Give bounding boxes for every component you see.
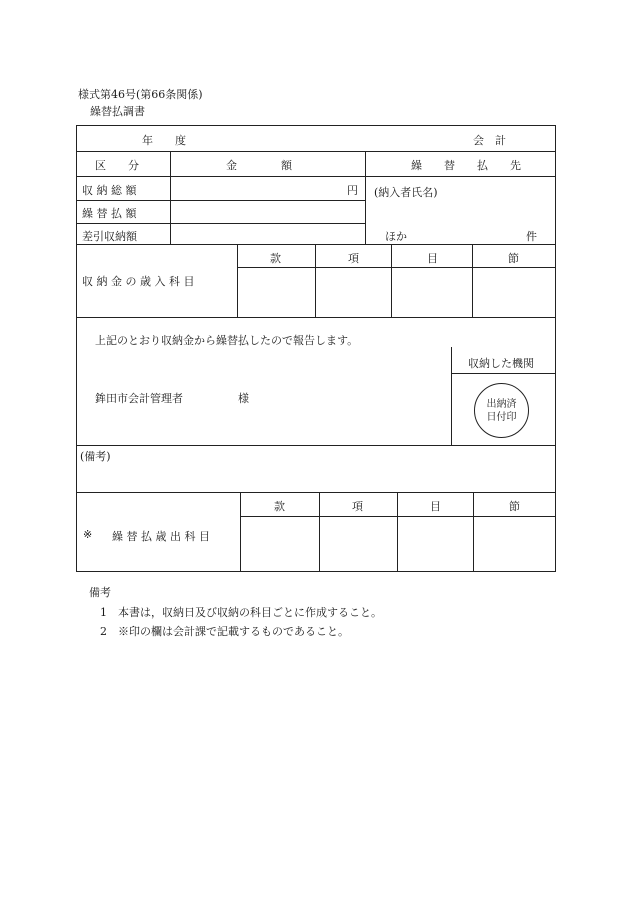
revenue-col-kan: 款 (270, 252, 281, 265)
revenue-col-kou: 項 (348, 252, 359, 265)
row-divider (76, 151, 556, 152)
row-divider (451, 373, 556, 374)
revenue-col-setsu: 節 (508, 252, 519, 265)
column-divider (319, 492, 320, 572)
report-statement: 上記のとおり収納金から繰替払したので報告します。 (95, 334, 359, 347)
date-stamp-circle (474, 383, 529, 438)
row-divider (237, 267, 556, 268)
payer-name-label: (納入者氏名) (374, 186, 438, 199)
column-divider (237, 244, 238, 317)
column-divider (315, 244, 316, 317)
expenditure-col-kan: 款 (274, 500, 285, 513)
table-frame (76, 125, 556, 572)
expenditure-account-label: 繰 替 払 歳 出 科 目 (112, 530, 210, 543)
form-number: 様式第46号(第66条関係) (78, 88, 203, 101)
addressee-label: 鉾田市会計管理者 (95, 392, 183, 405)
stamp-line-1: 出納済 (486, 399, 517, 410)
column-divider (397, 492, 398, 572)
row-divider (240, 516, 556, 517)
fiscal-year-label: 年 度 (142, 134, 186, 147)
row-divider (76, 317, 556, 318)
note-item-1: 1 本書は，収納日及び収納の科目ごとに作成すること。 (100, 606, 382, 619)
row-divider (76, 244, 556, 245)
category-header: 区 分 (95, 159, 139, 172)
row-divider (76, 200, 365, 201)
yen-unit: 円 (347, 184, 358, 197)
account-label: 会 計 (473, 134, 506, 147)
column-divider (170, 151, 171, 244)
substitute-payment-label: 繰 替 払 額 (82, 207, 137, 220)
revenue-account-label: 収 納 金 の 歳 入 科 目 (82, 275, 195, 288)
payee-header: 繰 替 払 先 (411, 159, 521, 172)
row-divider (76, 492, 556, 493)
expenditure-col-kou: 項 (352, 500, 363, 513)
net-receipts-label: 差引収納額 (82, 230, 137, 243)
amount-header: 金 額 (226, 159, 292, 172)
revenue-col-moku: 目 (427, 252, 438, 265)
expenditure-col-setsu: 節 (509, 500, 520, 513)
column-divider (472, 244, 473, 317)
row-divider (76, 176, 556, 177)
notes-heading: 備考 (89, 586, 111, 599)
remarks-label: (備考) (80, 450, 111, 463)
column-divider (473, 492, 474, 572)
row-divider (76, 445, 556, 446)
reference-mark: ※ (83, 528, 93, 541)
institution-label: 収納した機関 (468, 357, 534, 370)
column-divider (240, 492, 241, 572)
row-divider (76, 223, 365, 224)
expenditure-col-moku: 目 (430, 500, 441, 513)
count-unit: 件 (526, 230, 537, 243)
note-item-2: 2 ※印の欄は会計課で記載するものであること。 (100, 625, 349, 638)
others-label: ほか (385, 230, 407, 243)
column-divider (365, 151, 366, 244)
honorific-sama: 様 (238, 392, 249, 405)
total-receipts-label: 収 納 総 額 (82, 184, 137, 197)
column-divider (451, 347, 452, 445)
column-divider (391, 244, 392, 317)
document-title: 繰替払調書 (90, 105, 145, 118)
stamp-line-2: 日付印 (486, 412, 517, 423)
